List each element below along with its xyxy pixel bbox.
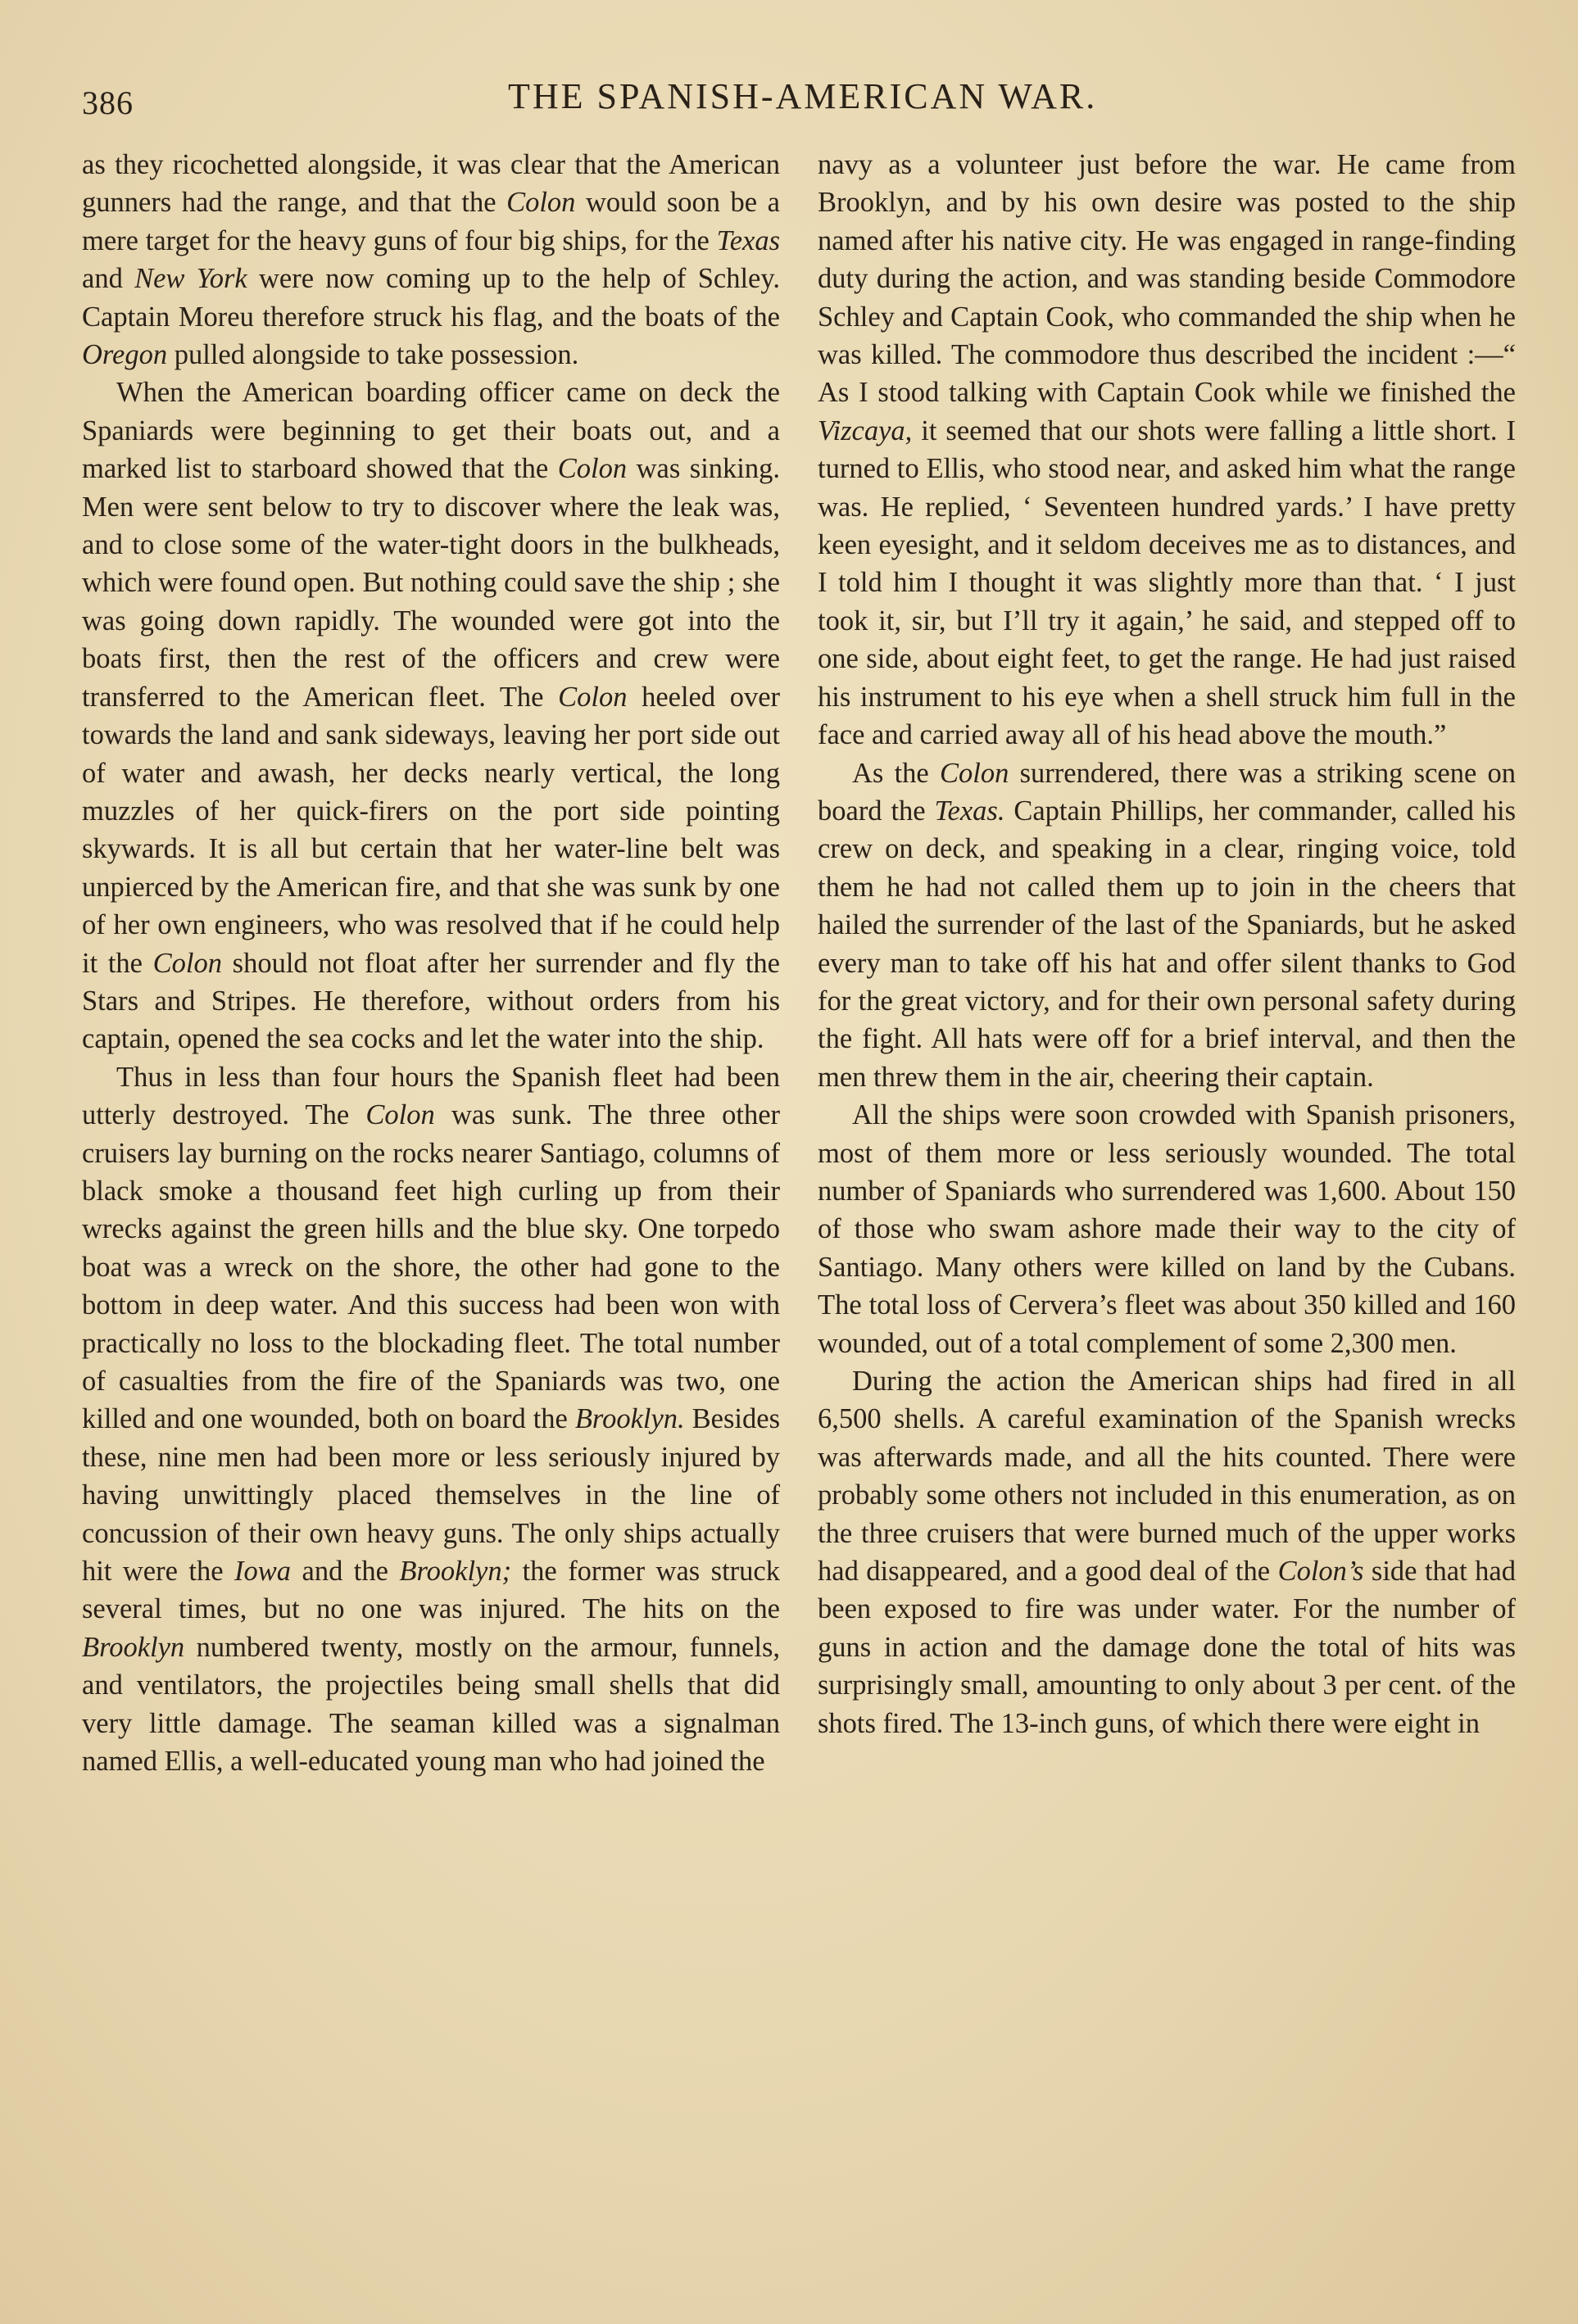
page-header	[82, 69, 1508, 126]
paragraph: as they ricochetted alongside, it was clear that the American gunners had the range, and that the Colon would soon be a mere target for the heavy guns of four big ships, for the Texas and New York were now coming up to the help of Schley. Captain Moreu therefore struck his flag, and the boats of the Oregon pulled alongside to take possession.	[82, 149, 780, 371]
page-number: 386	[82, 84, 134, 121]
running-title: THE SPANISH-AMERICAN WAR.	[508, 76, 1098, 116]
paragraph: During the action the American ships had fired in all 6,500 shells. A careful examination of the Spanish wrecks was afterwards made, and all the hits counted. There were probably some others not included in this enumeration, as on the three cruisers that were burned much of the upper works had disappeared, and a good deal of the Colon’s side that had been exposed to fire was under water. For the number of guns in action and the damage done the total of hits was surprisingly small, amounting to only about 3 per cent. of the shots fired. The 13-inch guns, of which there were eight in	[818, 1366, 1516, 1739]
paragraph: As the Colon surrendered, there was a striking scene on board the Texas. Captain Phillips, her commander, called his crew on deck, and speaking in a clear, ringing voice, told them he had not called them up to join in the cheers that hailed the surrender of the last of the Spaniards, but he asked every man to take off his hat and offer silent thanks to God for the great victory, and for their own personal safety during the fight. All hats were off for a brief interval, and then the men threw them in the air, cheering their captain.	[818, 757, 1517, 1093]
paragraph: When the American boarding officer came on deck the Spaniards were beginning to get their boats out, and a marked list to starboard showed that the Colon was sinking. Men were sent below to try to discover where the leak was, and to close some of the water-tight doors in the bulkheads, which were found open. But nothing could save the ship ; she was going down rapidly. The wounded were got into the boats first, then the rest of the officers and crew were transferred to the American fleet. The Colon heeled over towards the land and sank sideways, leaving her port side out of water and awash, her decks nearly vertical, the long muzzles of her quick-firers on the port side pointing skywards. It is all but certain that her water-line belt was unpierced by the American fire, and that she was sunk by one of her own engineers, who was resolved that if he could help it the Colon should not float after her surrender and fly the Stars and Stripes. He therefore, without orders from his captain, opened the sea cocks and let the water into the ship.	[82, 377, 781, 1055]
right-column	[818, 146, 1516, 1742]
paragraph: navy as a volunteer just before the war. He came from Brooklyn, and by his own desire was posted to the ship named after his native city. He was engaged in range-finding duty during the action, and was standing beside Commodore Schley and Captain Cook, who commanded the ship when he was killed. The commodore thus described the incident :—“ As I stood talking with Captain Cook while we finished the Vizcaya, it seemed that our shots were falling a little short. I turned to Ellis, who stood near, and asked him what the range was. He replied, ‘ Seventeen hundred yards.’ I have pretty keen eyesight, and it seldom deceives me as to distances, and I told him I thought it was slightly more than that. ‘ I just took it, sir, but I’ll try it again,’ he said, and stepped off to one side, about eight feet, to get the range. He had just raised his instrument to his eye when a shell struck him full in the face and carried away all of his head above the mouth.”	[818, 149, 1516, 751]
paragraph: Thus in less than four hours the Spanish fleet had been utterly destroyed. The Colon was sunk. The three other cruisers lay burning on the rocks nearer Santiago, columns of black smoke a thousand feet high curling up from their wrecks against the green hills and the blue sky. One torpedo boat was a wreck on the shore, the other had gone to the bottom in deep water. And this success had been won with practically no loss to the blockading fleet. The total number of casualties from the fire of the Spaniards was two, one killed and one wounded, both on board the Brooklyn. Besides these, nine men had been more or less seriously injured by having unwittingly placed themselves in the line of concussion of their own heavy guns. The only ships actually hit were the Iowa and the Brooklyn; the former was struck several times, but no one was injured. The hits on the Brooklyn numbered twenty, mostly on the armour, funnels, and ventilators, the projectiles being small shells that did very little damage. The seaman killed was a signalman named Ellis, a well-educated young man who had joined the	[82, 1061, 780, 1778]
paragraph: All the ships were soon crowded with Spanish prisoners, most of them more or less seriously wounded. The total number of Spaniards who surrendered was 1,600. About 150 of those who swam ashore made their way to the city of Santiago. Many others were killed on land by the Cubans. The total loss of Cervera’s fleet was about 350 killed and 160 wounded, out of a total complement of some 2,300 men.	[818, 1099, 1516, 1359]
left-column	[82, 146, 780, 1780]
